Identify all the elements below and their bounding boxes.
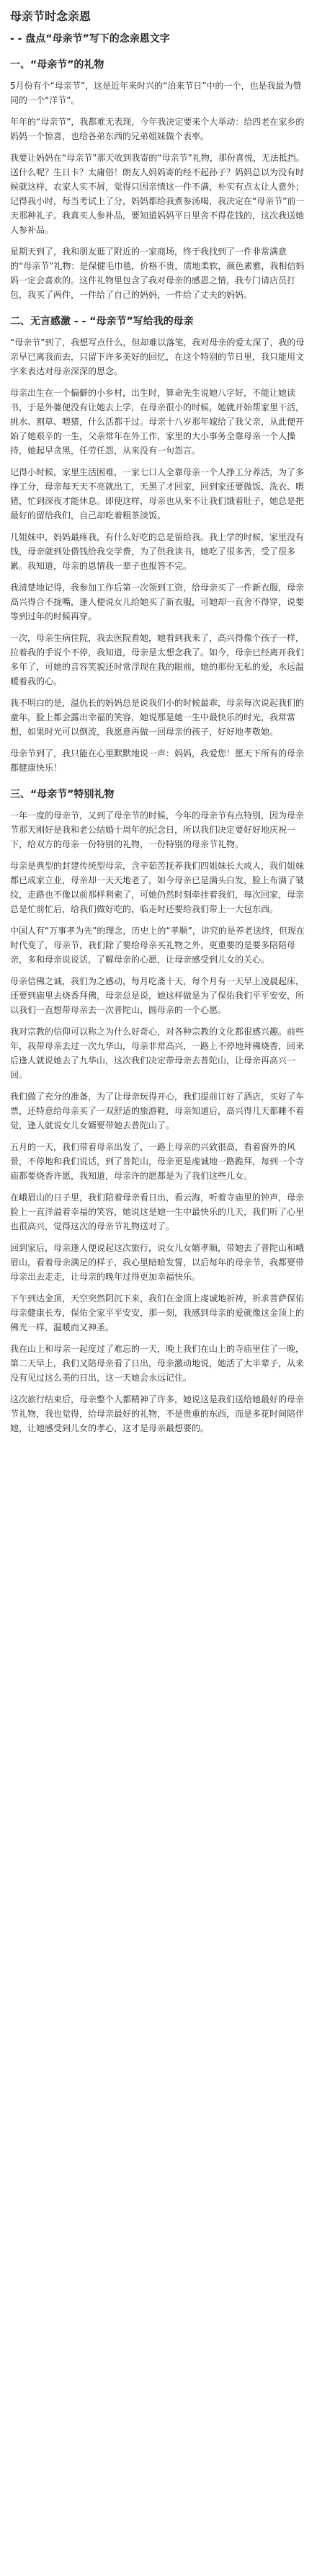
paragraph: 母亲出生在一个偏僻的小乡村，出生时，算命先生说她八字好，不能让她读书，于是外婆便没有让她去上学，在母亲很小的时候，她就开始帮家里干活，挑水、割草、喂猪，什么活都干过。母亲十八岁那年嫁给了我父亲，从此便开始了她艰辛的一生，父亲常年在外工作，家里的大小事务全靠母亲一个人操持，她起早贪黑，任劳任怨，从来没有一句怨言。: [10, 388, 305, 456]
paragraph: 星期天到了，我和朋友逛了附近的一家商场，终于我找到了一件非常满意的“母亲节”礼物：是保健毛巾毯，价格不贵，质地柔软，颜色素雅，我相信妈妈一定会喜欢的。这件礼物里包含了我对母亲的感恩之情，我专门请店员打包，我买了两件，一件给了自己的妈妈，一件给了丈夫的妈妈。: [10, 247, 305, 300]
article-subtitle: - - 盘点“母亲节”写下的念亲恩文字: [10, 33, 170, 45]
paragraph: 中国人有“万事孝为先”的理念，历史上的“孝顺”，讲究的是养老送终，但现在时代变了，母亲节，我们除了要给母亲买礼物之外，更重要的是要多陪陪母亲，多和母亲说说话，了解母亲的心愿，让母亲感受到儿女的关心。: [10, 926, 305, 965]
paragraph: 在峨眉山的日子里，我们陪着母亲看日出，看云海，听着寺庙里的钟声，母亲脸上一直洋溢着幸福的笑容，她说这是她一生中最快乐的几天，我们听了心里也很高兴，觉得这次的母亲节礼物送对了。: [10, 1192, 305, 1231]
paragraph: 一次，母亲生病住院，我去医院看她，她看到我来了，高兴得像个孩子一样，拉着我的手说个不停，我知道，母亲是太想念我了。如今，母亲已经离开我们多年了，可她的音容笑貌还时常浮现在我的眼前，她的那份无私的爱，永远温暖着我的心。: [10, 633, 305, 686]
article-title: 母亲节时念亲恩: [10, 9, 91, 23]
paragraph: 我要让妈妈在“母亲节”那天收到我寄的“母亲节”礼物，那份喜悦，无法抵挡。送什么呢？生日卡？太庸俗！朗友人妈妈寄的经不起孙子？妈妈总以为没有时候就这样，农家人实不屑，觉得只因亲情这一件不满，朴实有点太让人意外；记得我小时，每当考试上了分，妈妈都给我煮参汤喝，我决定在“母亲节”前一天那种礼子。我真买人参补品，要知道妈妈平日里舍不得花钱的，这次我送她人参补品。: [10, 153, 305, 235]
paragraph: 我清楚地记得，我参加工作后第一次领到工资，给母亲买了一件新衣服，母亲高兴得合不拢嘴，逢人便说女儿给她买了新衣服，可她却一直舍不得穿，说要等到过年的时候再穿。: [10, 583, 305, 621]
section-title: 三、“母亲节”特别礼物: [10, 789, 115, 800]
section-title: 二、无言感激 - - “母亲节”写给我的母亲: [10, 316, 194, 327]
paragraph: 母亲信佛之诚，我们为之感动，每月吃斋十天，每个月有一天早上凌晨起床，还要到庙里去烧香拜佛，母亲总是说，她这样做是为了保佑我们平平安安，所以我们一直想带母亲去一次普陀山，圆母亲的一个心愿。: [10, 976, 305, 1015]
paragraph: 母亲节到了，我只能在心里默默地说一声：妈妈，我爱您！愿天下所有的母亲都健康快乐！: [10, 748, 305, 773]
paragraph: 回到家后，母亲逢人便说起这次旅行，说女儿女婿孝顺，带她去了普陀山和峨眉山，看着母亲满足的样子，我心里暗暗发誓，以后每年的母亲节，我都要带母亲出去走走，让母亲的晚年过得更加幸福快乐。: [10, 1243, 305, 1282]
section-title: 一、“母亲节”的礼物: [10, 59, 104, 71]
paragraph: 我不明白的是，温仇长的妈妈总是说我们小的时候最乖，母亲每次说起我们的童年，脸上都会露出幸福的笑容，她说那是她一生中最快乐的时光，我常常想，如果时光可以倒流，我愿意再做一回母亲的孩子，好好地孝敬她。: [10, 698, 305, 737]
paragraph: 下午到达金顶，天空突然阴沉下来，我们在金顶上虔诚地祈祷，祈求菩萨保佑母亲健康长寿，保佑全家平平安安，那一刻，我感到母亲的爱就像这金顶上的佛光一样，温暖而又神圣。: [10, 1293, 305, 1332]
paragraph: 年年的“母亲节”，我都难无表现，今年我决定要来个大举动：给四老在家乡的妈妈一个惊喜，也给各弟东西的兄弟姐妹做个表率。: [10, 117, 305, 141]
paragraph: 我在山上和母亲一起度过了难忘的一天，晚上我们在山上的寺庙里住了一晚，第二天早上，我们又陪母亲看了日出，母亲激动地说，她活了大半辈子，从来没有见过这么美的日出，这一天她会永远记住。: [10, 1344, 305, 1383]
paragraph: “母亲节”到了，我想写点什么，但却难以落笔，我对母亲的爱太深了，我的母亲早已离我而去，只留下许多美好的回忆，在这个特别的节日里，我只能用文字来表达对母亲深深的思念。: [10, 337, 305, 376]
paragraph: 我们做了充分的准备，为了让母亲玩得开心，我们提前订好了酒店，买好了车票，还特意给母亲买了一双舒适的旅游鞋，母亲知道后，高兴得几天都睡不着觉，逢人就说女儿女婿要带她去普陀山了。: [10, 1092, 305, 1130]
paragraph: 5月份有个“母亲节”，这是近年来时兴的“泊来节日”中的一个，也是我最为赞同的一个“洋节”。: [10, 81, 302, 105]
section-2: [10, 314, 307, 775]
paragraph: 母亲是典型的封建传统型母亲，含辛茹苦抚养我们四姐妹长大成人，我们姐妹都已成家立业，母亲却一天天地老了，如今母亲已是满头白发，脸上布满了皱纹，走路也不像以前那样利索了，可她仍然时刻牵挂着我们，每次回家，母亲总是忙前忙后，给我们做好吃的，临走时还要给我们带上一大包东西。: [10, 861, 305, 914]
article-container: [0, 7, 317, 1435]
paragraph: 这次旅行结束后，母亲整个人都精神了许多，她说这是我们送给她最好的母亲节礼物，我也觉得，给母亲最好的礼物，不是贵重的东西，而是多花时间陪伴她，让她感受到儿女的孝心，这才是母亲最想要的。: [10, 1394, 305, 1433]
paragraph: 几姐妹中，妈妈最疼我，有什么好吃的总是留给我。我上学的时候，家里没有钱，母亲就到处借钱给我交学费，为了供我读书，她吃了很多苦，受了很多累。我知道，母亲的恩情我一辈子也报答不完。: [10, 532, 305, 571]
section-1: [10, 57, 307, 302]
paragraph: 我对宗教的信仰可以称之为什么好奇心，对各种宗教的文化都很感兴趣。前些年，我带母亲去过一次九华山，母亲非常高兴，一路上不停地拜佛烧香，回来后逢人就说她去了九华山，这次我们决定带母亲去普陀山，让母亲再高兴一回。: [10, 1027, 305, 1080]
paragraph: 记得小时候，家里生活困难，一家七口人全靠母亲一个人挣工分养活，为了多挣工分，母亲每天天不亮就出工，天黑了才回家，回到家还要做饭、洗衣、喂猪，忙到深夜才能休息。即使这样，母亲也从来不让我们饿着肚子，她总是把最好的留给我们，自己却吃着粗茶淡饭。: [10, 467, 305, 521]
paragraph: 五月的一天，我们带着母亲出发了，一路上母亲的兴致很高，看着窗外的风景，不停地和我们说话，到了普陀山，母亲更是虔诚地一路跪拜，每到一个寺庙都要烧香许愿，我知道，母亲许的愿都是为了我们这些儿女。: [10, 1142, 305, 1181]
section-3: [10, 787, 307, 1435]
paragraph: 一年一度的母亲节，又到了母亲节的时候，今年的母亲节有点特别，因为母亲节那天刚好是我和老公结婚十周年的纪念日，所以我们决定要好好地庆祝一下，给双方的母亲一份特别的礼物，一份特别的母亲节礼物。: [10, 810, 305, 849]
